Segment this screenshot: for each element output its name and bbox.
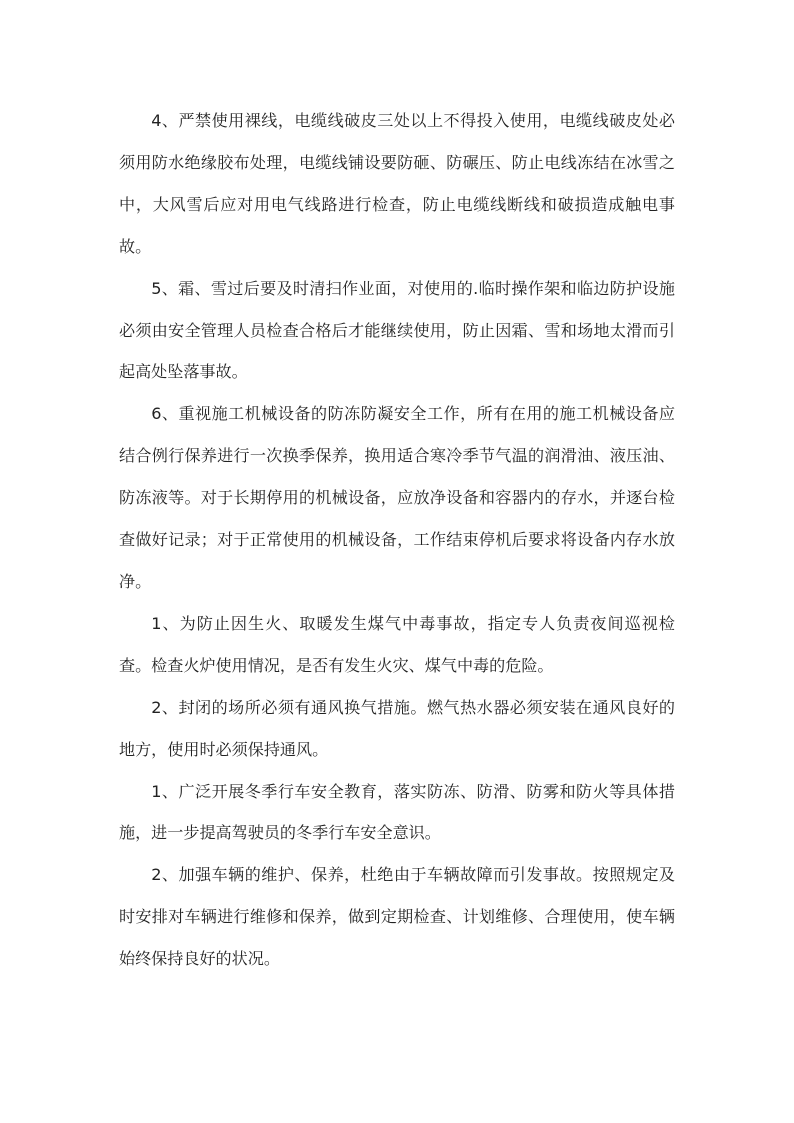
paragraph-gas-poisoning-patrol: 1、为防止因生火、取暖发生煤气中毒事故，指定专人负责夜间巡视检查。检查火炉使用情况，是否有发生火灾、煤气中毒的危险。 — [119, 613, 675, 675]
paragraph-driving-safety-education: 1、广泛开展冬季行车安全教育，落实防冻、防滑、防雾和防火等具体措施，进一步提高驾驶员的冬季行车安全意识。 — [119, 781, 675, 843]
paragraph-machinery-antifreeze: 6、重视施工机械设备的防冻防凝安全工作，所有在用的施工机械设备应结合例行保养进行一次换季保养，换用适合寒冷季节气温的润滑油、液压油、防冻液等。对于长期停用的机械设备，应放净设备和容器内的存水，并逐台检查做好记录；对于正常使用的机械设备，工作结束停机后要求将设备内存水放净。 — [119, 404, 675, 591]
paragraph-frost-snow-cleanup: 5、霜、雪过后要及时清扫作业面，对使用的.临时操作架和临边防护设施必须由安全管理人员检查合格后才能继续使用，防止因霜、雪和场地太滑而引起高处坠落事故。 — [119, 278, 675, 382]
paragraph-vehicle-maintenance: 2、加强车辆的维护、保养，杜绝由于车辆故障而引发事故。按照规定及时安排对车辆进行维修和保养，做到定期检查、计划维修、合理使用，使车辆始终保持良好的状况。 — [119, 865, 675, 969]
document-body — [119, 100, 675, 980]
paragraph-electric-cable: 4、严禁使用裸线，电缆线破皮三处以上不得投入使用，电缆线破皮处必须用防水绝缘胶布处理，电缆线铺设要防砸、防碾压、防止电线冻结在冰雪之中，大风雪后应对用电气线路进行检查，防止电缆线断线和破损造成触电事故。 — [119, 111, 675, 256]
paragraph-ventilation: 2、封闭的场所必须有通风换气措施。燃气热水器必须安装在通风良好的地方，使用时必须保持通风。 — [119, 697, 675, 759]
